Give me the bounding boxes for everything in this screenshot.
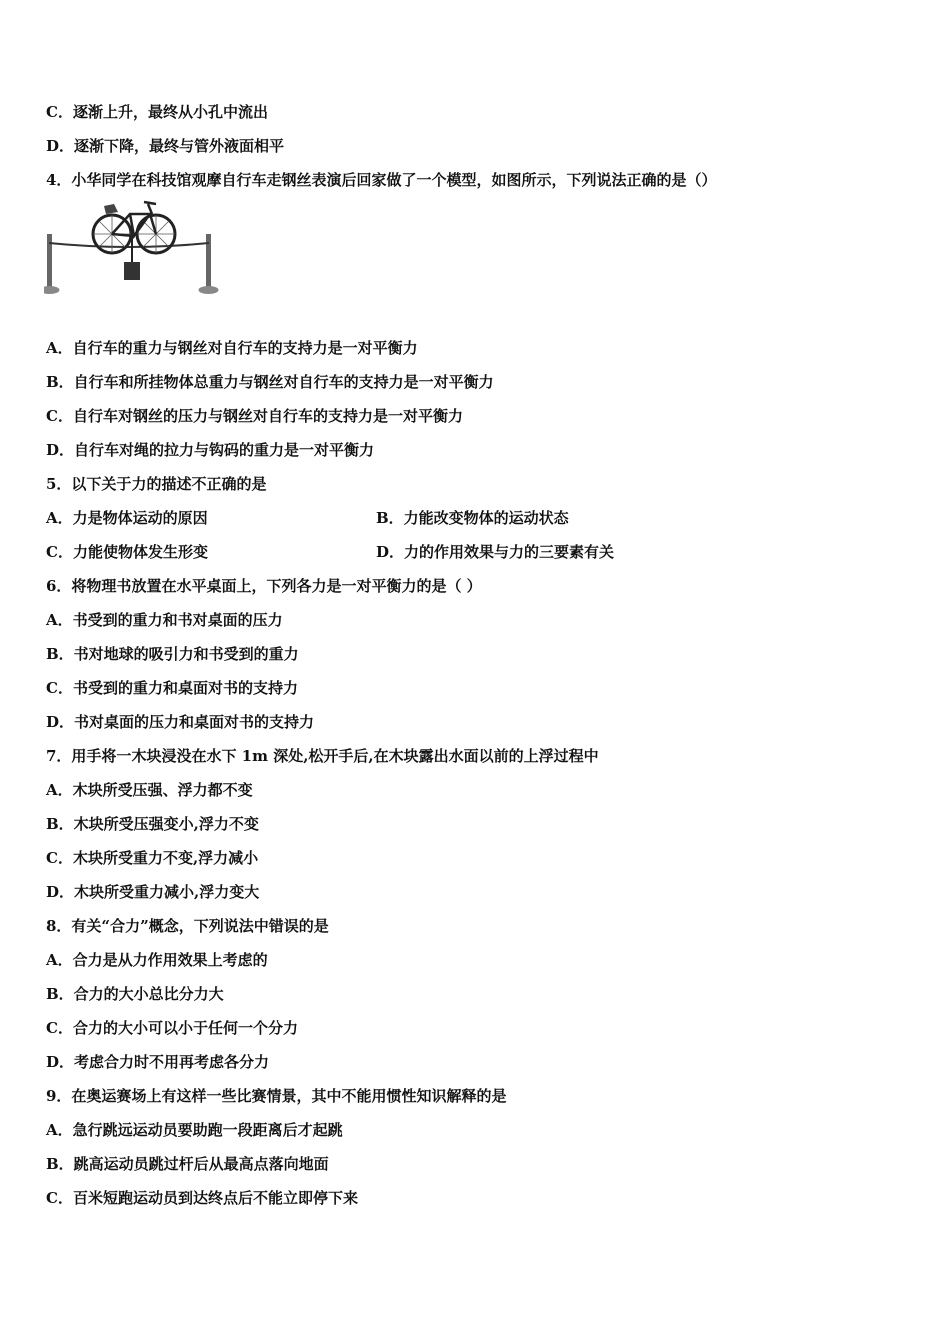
q5-option-b: B．力能改变物体的运动状态	[376, 509, 569, 527]
q4-option-b: B．自行车和所挂物体总重力与钢丝对自行车的支持力是一对平衡力	[46, 373, 494, 391]
q7-option-b: B．木块所受压强变小,浮力不变	[46, 815, 259, 833]
q7-option-a: A．木块所受压强、浮力都不变	[46, 781, 253, 799]
q4-stem: 4．小华同学在科技馆观摩自行车走钢丝表演后回家做了一个模型，如图所示，下列说法正确的是（）	[46, 171, 717, 189]
q3-option-c: C．逐渐上升，最终从小孔中流出	[46, 103, 268, 121]
q4-option-d: D．自行车对绳的拉力与钩码的重力是一对平衡力	[46, 441, 375, 459]
q3-option-d: D．逐渐下降，最终与管外液面相平	[46, 137, 285, 155]
q8-option-c: C．合力的大小可以小于任何一个分力	[46, 1019, 298, 1037]
q6-option-a: A．书受到的重力和书对桌面的压力	[46, 611, 283, 629]
q8-option-a: A．合力是从力作用效果上考虑的	[46, 951, 268, 969]
q5-option-d: D．力的作用效果与力的三要素有关	[376, 543, 615, 561]
q5-option-c: C．力能使物体发生形变	[46, 543, 208, 561]
q6-stem: 6．将物理书放置在水平桌面上，下列各力是一对平衡力的是（ ）	[46, 577, 482, 595]
q7-stem: 7．用手将一木块浸没在水下 1m 深处,松开手后,在木块露出水面以前的上浮过程中	[46, 747, 599, 765]
q8-option-b: B．合力的大小总比分力大	[46, 985, 224, 1003]
q9-stem: 9．在奥运赛场上有这样一些比赛情景，其中不能用惯性知识解释的是	[46, 1087, 507, 1105]
q8-option-d: D．考虑合力时不用再考虑各分力	[46, 1053, 270, 1071]
q7-option-d: D．木块所受重力减小,浮力变大	[46, 883, 260, 901]
q9-option-b: B．跳高运动员跳过杆后从最高点落向地面	[46, 1155, 329, 1173]
q4-option-a: A．自行车的重力与钢丝对自行车的支持力是一对平衡力	[46, 339, 418, 357]
q7-option-c: C．木块所受重力不变,浮力减小	[46, 849, 259, 867]
q5-stem: 5．以下关于力的描述不正确的是	[46, 475, 267, 493]
q8-stem: 8．有关“合力”概念，下列说法中错误的是	[46, 917, 329, 935]
q5-option-a: A．力是物体运动的原因	[46, 509, 208, 527]
q6-option-c: C．书受到的重力和桌面对书的支持力	[46, 679, 298, 697]
q6-option-d: D．书对桌面的压力和桌面对书的支持力	[46, 713, 315, 731]
q6-option-b: B．书对地球的吸引力和书受到的重力	[46, 645, 299, 663]
q4-option-c: C．自行车对钢丝的压力与钢丝对自行车的支持力是一对平衡力	[46, 407, 463, 425]
bicycle-tightrope-figure	[44, 198, 224, 300]
q9-option-a: A．急行跳远运动员要助跑一段距离后才起跳	[46, 1121, 343, 1139]
q9-option-c: C．百米短跑运动员到达终点后不能立即停下来	[46, 1189, 358, 1207]
